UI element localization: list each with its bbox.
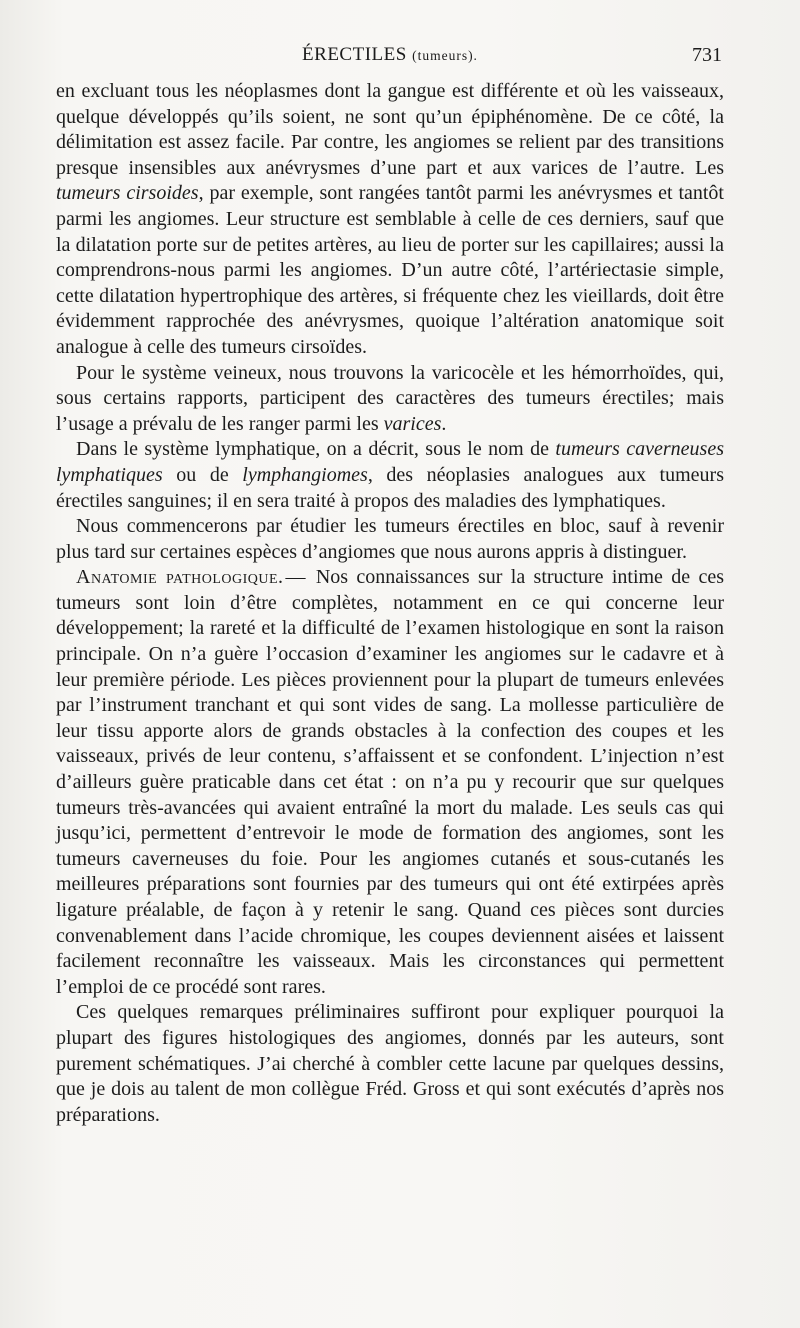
em-dash: — bbox=[285, 566, 306, 589]
running-title bbox=[56, 44, 724, 66]
running-title-parenthetical: (tumeurs). bbox=[412, 48, 478, 63]
body-text bbox=[56, 79, 724, 1128]
paragraph-6: Ces quelques remarques préliminaires suffiront pour expliquer pourquoi la plupart des figures histologiques des angiomes, donnés par les auteurs, sont purement schématiques. J’ai cherché à combler cette lacune par quelques dessins, que je dois au talent de mon collègue Fréd. Gross et qui sont exécutés d’après nos préparations. bbox=[56, 1001, 724, 1126]
paragraph-4: Nous commencerons par étudier les tumeurs érectiles en bloc, sauf à revenir plus tard sur certaines espèces d’angiomes que nous aurons appris à distinguer. bbox=[56, 515, 724, 563]
italic-term: tumeurs cirsoides bbox=[56, 182, 199, 205]
paragraph-1: en excluant tous les néoplasmes dont la gangue est différente et où les vaisseaux, quelque développés qu’ils soient, ne sont qu’un épiphénomène. De ce côté, la délimitation est assez facile. Par contre, les angiomes se relient par des transitions presque insensibles aux anévrysmes d’une part et aux varices de l’autre. Les tumeurs cirsoides, par exemple, sont rangées tantôt parmi les anévrysmes et tantôt parmi les angiomes. Leur structure est semblable à celle de ces derniers, sauf que la dilatation porte sur de petites artères, au lieu de porter sur les capillaires; aussi la comprendrons-nous parmi les angiomes. D’un autre côté, l’artériectasie simple, cette dilatation hypertrophique des artères, si fréquente chez les vieillards, doit être évidemment rapprochée des anévrysmes, quoique l’altération anatomique soit analogue à celle des tumeurs cirsoïdes. bbox=[56, 80, 724, 358]
section-heading: Anatomie pathologique. bbox=[76, 566, 284, 589]
paragraph-3: Dans le système lymphatique, on a décrit, sous le nom de tumeurs caverneuses lymphatiques ou de lymphangiomes, des néoplasies analogues aux tumeurs érectiles sanguines; il en sera traité à propos des maladies des lymphatiques. bbox=[56, 438, 724, 512]
page-number: 731 bbox=[692, 44, 722, 66]
running-header bbox=[56, 42, 724, 72]
italic-term: lymphangiomes bbox=[242, 463, 368, 486]
paragraph-2: Pour le système veineux, nous trouvons la varicocèle et les hémorrhoïdes, qui, sous certains rapports, participent des caractères des tumeurs érectiles; mais l’usage a prévalu de les ranger parmi les varices. bbox=[56, 361, 724, 435]
paragraph-5: Anatomie pathologique. — Nos connaissances sur la structure intime de ces tumeurs sont loin d’être complètes, notamment en ce qui concerne leur développement; la rareté et la difficulté de l’examen histologique en sont la raison principale. On n’a guère l’occasion d’examiner les angiomes sur le cadavre et à leur première période. Les pièces proviennent pour la plupart de tumeurs enlevées par l’instrument tranchant et qui sont vides de sang. La mollesse particulière de leur tissu apporte alors de grands obstacles à la confection des coupes et les vaisseaux, privés de leur contenu, s’affaissent et se confondent. L’injection n’est d’ailleurs guère praticable dans cet état : on n’a pu y recourir que sur quelques tumeurs très-avancées qui avaient entraîné la mort du malade. Les seuls cas qui jusqu’ici, permettent d’entrevoir le mode de formation des angiomes, sont les tumeurs caverneuses du foie. Pour les angiomes cutanés et sous-cutanés les meilleures préparations sont fournies par des tumeurs qui ont été extirpées après ligature préalable, de façon à y retenir le sang. Quand ces pièces sont durcies convenablement dans l’acide chromique, les coupes deviennent aisées et laissent facilement reconnaître les vaisseaux. Mais les circonstances qui permettent l’emploi de ce procédé sont rares. bbox=[56, 566, 724, 998]
running-title-main: ÉRECTILES bbox=[302, 44, 407, 65]
italic-term: tumeurs caverneuses lymphatiques bbox=[56, 438, 724, 486]
italic-term: varices bbox=[383, 412, 442, 435]
